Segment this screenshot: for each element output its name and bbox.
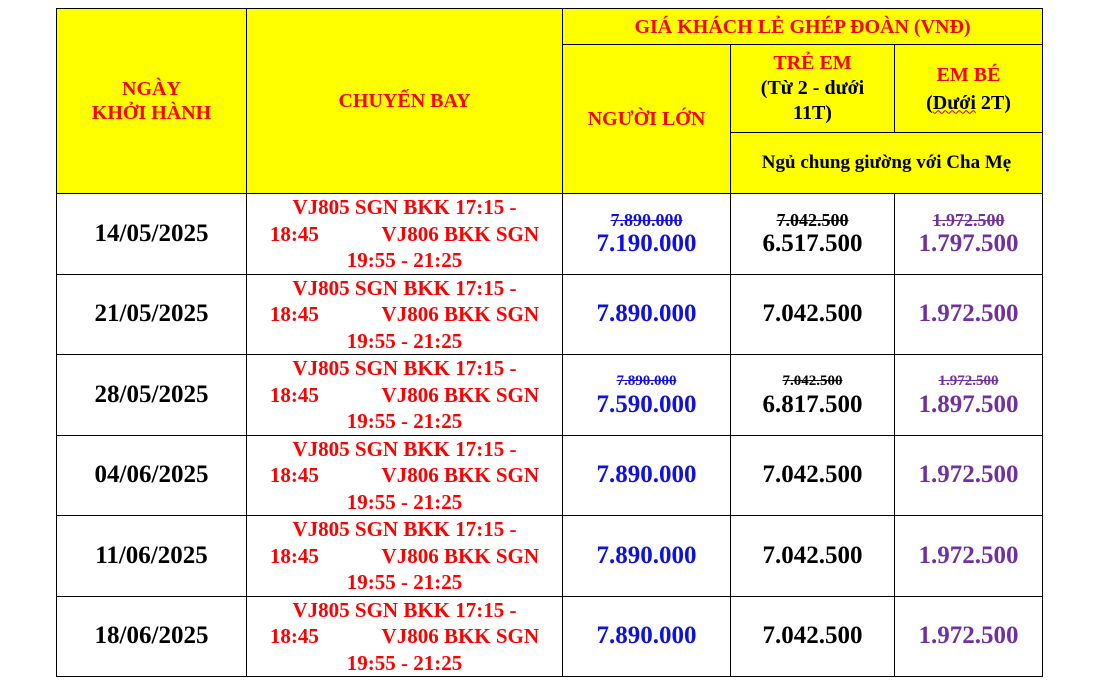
child-price bbox=[731, 355, 895, 436]
infant-price: 1.972.500 bbox=[895, 596, 1043, 677]
table-row bbox=[57, 596, 1043, 677]
old-price: 7.890.000 bbox=[616, 372, 677, 389]
departure-date: 21/05/2025 bbox=[57, 274, 247, 355]
old-price: 7.042.500 bbox=[782, 372, 843, 389]
new-price: 1.897.500 bbox=[918, 390, 1019, 418]
old-price: 7.890.000 bbox=[610, 209, 683, 230]
departure-date: 18/06/2025 bbox=[57, 596, 247, 677]
old-price: 1.972.500 bbox=[938, 372, 999, 389]
adult-price bbox=[563, 194, 731, 275]
flight-info: VJ805 SGN BKK 17:15 - 18:45 VJ806 BKK SGN 19:55 - 21:25 bbox=[247, 274, 563, 355]
child-price bbox=[731, 194, 895, 275]
adult-price: 7.890.000 bbox=[563, 596, 731, 677]
header-bed-note: Ngủ chung giường với Cha Mẹ bbox=[731, 133, 1043, 194]
price-table bbox=[56, 8, 1043, 677]
table-row bbox=[57, 435, 1043, 516]
infant-price: 1.972.500 bbox=[895, 516, 1043, 597]
header-flight: CHUYẾN BAY bbox=[247, 9, 563, 194]
adult-price: 7.890.000 bbox=[563, 435, 731, 516]
new-price: 6.817.500 bbox=[762, 390, 863, 418]
old-price: 7.042.500 bbox=[776, 209, 849, 230]
table-row bbox=[57, 194, 1043, 275]
flight-info: VJ805 SGN BKK 17:15 - 18:45 VJ806 BKK SGN 19:55 - 21:25 bbox=[247, 355, 563, 436]
header-adult: NGƯỜI LỚN bbox=[563, 45, 731, 194]
header-price-group: GIÁ KHÁCH LẺ GHÉP ĐOÀN (VNĐ) bbox=[563, 9, 1043, 45]
new-price: 1.797.500 bbox=[918, 229, 1019, 257]
table-row bbox=[57, 516, 1043, 597]
flight-info: VJ805 SGN BKK 17:15 - 18:45 VJ806 BKK SGN 19:55 - 21:25 bbox=[247, 435, 563, 516]
flight-info: VJ805 SGN BKK 17:15 - 18:45 VJ806 BKK SGN 19:55 - 21:25 bbox=[247, 194, 563, 275]
departure-date: 14/05/2025 bbox=[57, 194, 247, 275]
child-price: 7.042.500 bbox=[731, 516, 895, 597]
table-row bbox=[57, 274, 1043, 355]
flight-info: VJ805 SGN BKK 17:15 - 18:45 VJ806 BKK SGN 19:55 - 21:25 bbox=[247, 596, 563, 677]
new-price: 6.517.500 bbox=[762, 229, 863, 257]
header-infant: EM BÉ (Dưới 2T) bbox=[895, 45, 1043, 133]
departure-date: 28/05/2025 bbox=[57, 355, 247, 436]
child-price: 7.042.500 bbox=[731, 435, 895, 516]
table-row bbox=[57, 355, 1043, 436]
departure-date: 04/06/2025 bbox=[57, 435, 247, 516]
new-price: 7.190.000 bbox=[596, 229, 697, 257]
infant-price bbox=[895, 355, 1043, 436]
old-price: 1.972.500 bbox=[932, 209, 1005, 230]
adult-price bbox=[563, 355, 731, 436]
header-child: TRẺ EM (Từ 2 - dưới 11T) bbox=[731, 45, 895, 133]
departure-date: 11/06/2025 bbox=[57, 516, 247, 597]
new-price: 7.590.000 bbox=[596, 390, 697, 418]
infant-price: 1.972.500 bbox=[895, 274, 1043, 355]
child-price: 7.042.500 bbox=[731, 596, 895, 677]
infant-price: 1.972.500 bbox=[895, 435, 1043, 516]
infant-price bbox=[895, 194, 1043, 275]
header-date: NGÀY KHỞI HÀNH bbox=[57, 9, 247, 194]
adult-price: 7.890.000 bbox=[563, 516, 731, 597]
child-price: 7.042.500 bbox=[731, 274, 895, 355]
flight-info: VJ805 SGN BKK 17:15 - 18:45 VJ806 BKK SGN 19:55 - 21:25 bbox=[247, 516, 563, 597]
adult-price: 7.890.000 bbox=[563, 274, 731, 355]
